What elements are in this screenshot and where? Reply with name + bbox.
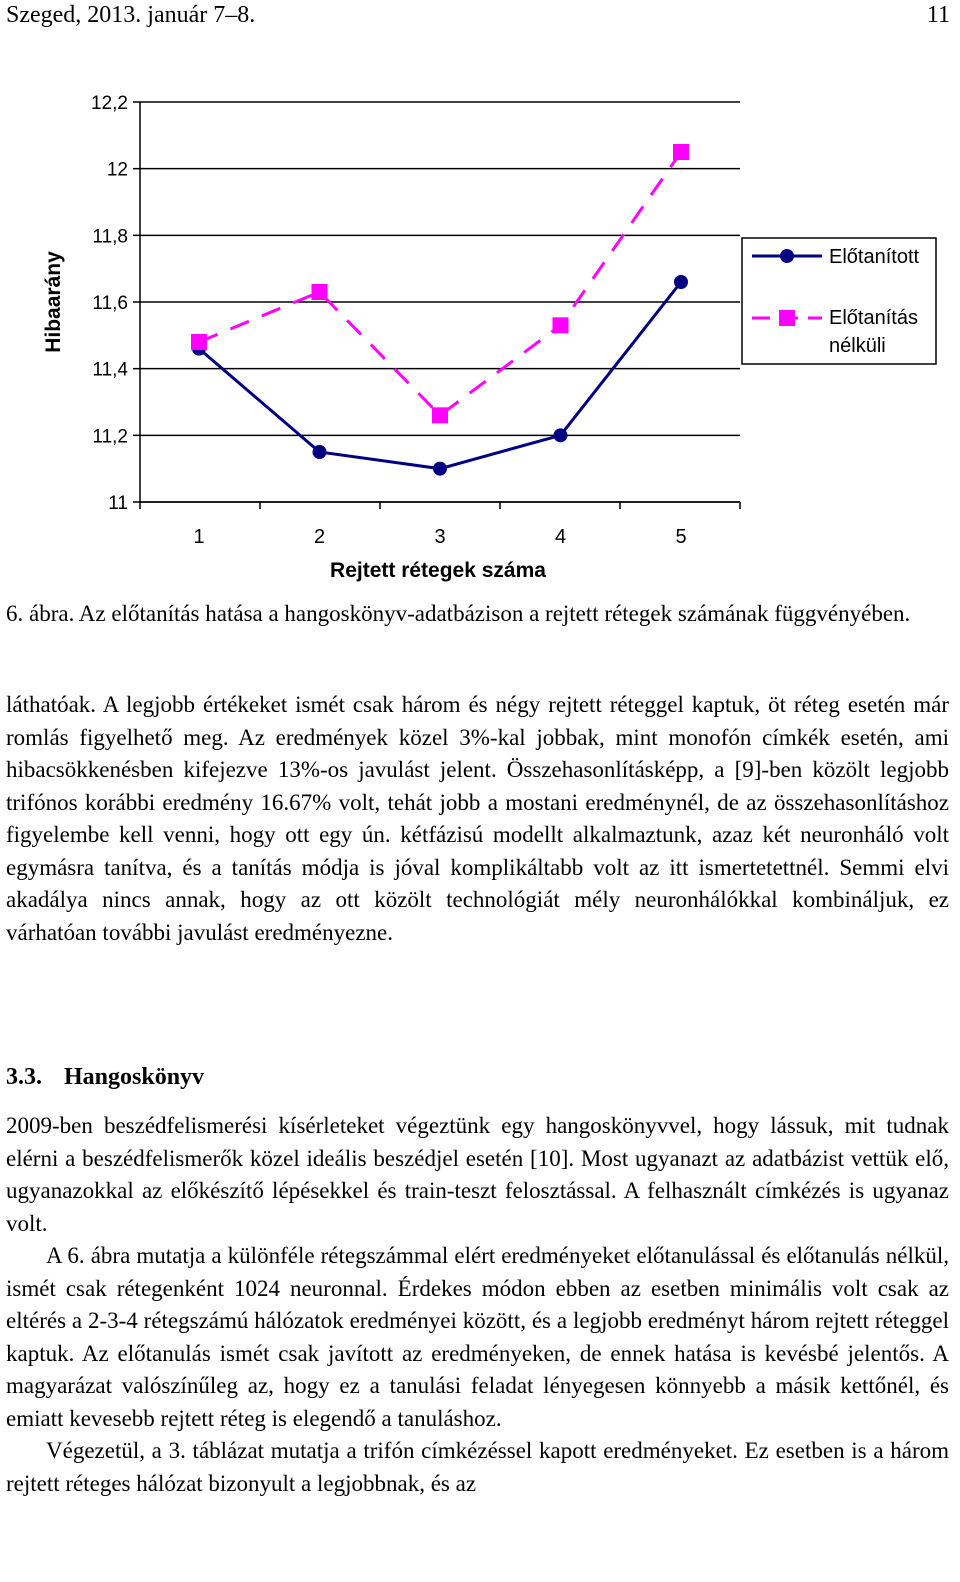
- legend-label-2: Előtanítás nélküli: [829, 307, 918, 357]
- paragraph-1: láthatóak. A legjobb értékeket ismét csak három és négy rejtett réteggel kaptuk, öt réteg esetén már romlás figyelhető meg. Az eredmények közel 3%-kal jobbak, mint monofón címkék esetén, ami hibacsökkenésben kifejezve 13%-os javulást jelent. Összehasonlításképp, a [9]-ben közölt legjobb trifónos korábbi eredmény 16.67% volt, tehát jobb a mostani eredménynél, de az összehasonlításhoz figyelembe kell venni, hogy ott egy ún. kétfázisú modellt alkalmaztunk, azaz két neuronháló volt egymásra tanítva, és a tanítás módja is jóval komplikáltabb volt az itt ismertetettnél. Semmi elvi akadálya nincs annak, hogy az ott közölt technológiát mély neuronhálókkal kombináljuk, ez várhatóan további javulást eredményezne.: [6, 692, 949, 945]
- x-tick-label: 1: [193, 526, 205, 548]
- x-tick-label: 4: [554, 526, 567, 548]
- y-tick-label: 11,2: [92, 426, 128, 448]
- figure-caption: 6. ábra. Az előtanítás hatása a hangoskönyv-adatbázison a rejtett rétegek számának függvényében.: [6, 601, 911, 626]
- x-axis-title: Rejtett rétegek száma: [330, 559, 546, 582]
- x-tick-label: 2: [313, 526, 326, 548]
- data-point-series-1: [674, 275, 688, 289]
- y-tick-label: 12,2: [91, 93, 128, 114]
- y-tick-label: 11: [108, 493, 128, 514]
- y-tick-label: 11,8: [92, 226, 128, 248]
- paragraph-3: A 6. ábra mutatja a különféle rétegszámmal elért eredményeket előtanulással és előtanulás nélkül, ismét csak rétegenként 1024 neuronnal. Érdekes módon ebben az esetben minimális volt csak az eltérés a 2-3-4 rétegszámú hálózatok eredményei között, és a legjobb eredményt három rejtett réteggel kaptuk. Az előtanulás ismét csak javított az eredményeken, de ennek hatása is kevésbé jelentős. A magyarázat valószínűleg az, hogy ez a tanulási feladat lényegesen könnyebb a másik kettőnél, és emiatt kevesebb rejtett réteg is elegendő a tanuláshoz.: [6, 1243, 949, 1431]
- paragraph-4: Végezetül, a 3. táblázat mutatja a trifón címkézéssel kapott eredményeket. Ez esetben is a három rejtett réteges hálózat bizonyult a legjobbnak, és az: [6, 1438, 949, 1496]
- line-chart: [0, 70, 960, 590]
- legend-label-1: Előtanított: [829, 246, 920, 268]
- data-point-series-2: [673, 144, 689, 160]
- legend-marker-2: [779, 310, 795, 326]
- paragraph-continuation: [6, 689, 949, 949]
- header-venue: Szeged, 2013. január 7–8.: [6, 2, 256, 28]
- data-point-series-2: [191, 334, 207, 350]
- figure-6: [0, 70, 960, 590]
- y-axis-title: Hibaarány: [42, 251, 65, 353]
- section-number: 3.3.: [6, 1064, 42, 1090]
- running-header: [6, 0, 950, 32]
- section-heading: [6, 1061, 204, 1093]
- data-point-series-2: [432, 407, 448, 423]
- data-point-series-1: [554, 428, 568, 442]
- data-point-series-1: [313, 445, 327, 459]
- page-number: 11: [926, 2, 950, 28]
- data-point-series-1: [433, 462, 447, 476]
- y-tick-label: 11,4: [92, 359, 128, 381]
- section-body: [6, 1110, 949, 1500]
- section-title: Hangoskönyv: [64, 1064, 205, 1090]
- data-point-series-2: [553, 317, 569, 333]
- x-tick-label: 5: [675, 526, 687, 548]
- data-point-series-2: [312, 284, 328, 300]
- y-tick-label: 11,6: [92, 293, 128, 314]
- legend-marker-1: [780, 249, 794, 263]
- series-line-1: [199, 282, 681, 469]
- y-tick-label: 12: [106, 159, 128, 181]
- paragraph-2: 2009-ben beszédfelismerési kísérleteket végeztünk egy hangoskönyvvel, hogy lássuk, mit tudnak elérni a beszédfelismerők közel ideális beszédjel esetén [10]. Most ugyanazt az adatbázist vettük elő, ugyanazokkal az előkészítő lépésekkel és train-teszt felosztással. A felhasznált címkézés is ugyanaz volt.: [6, 1113, 949, 1236]
- x-tick-label: 3: [434, 526, 446, 548]
